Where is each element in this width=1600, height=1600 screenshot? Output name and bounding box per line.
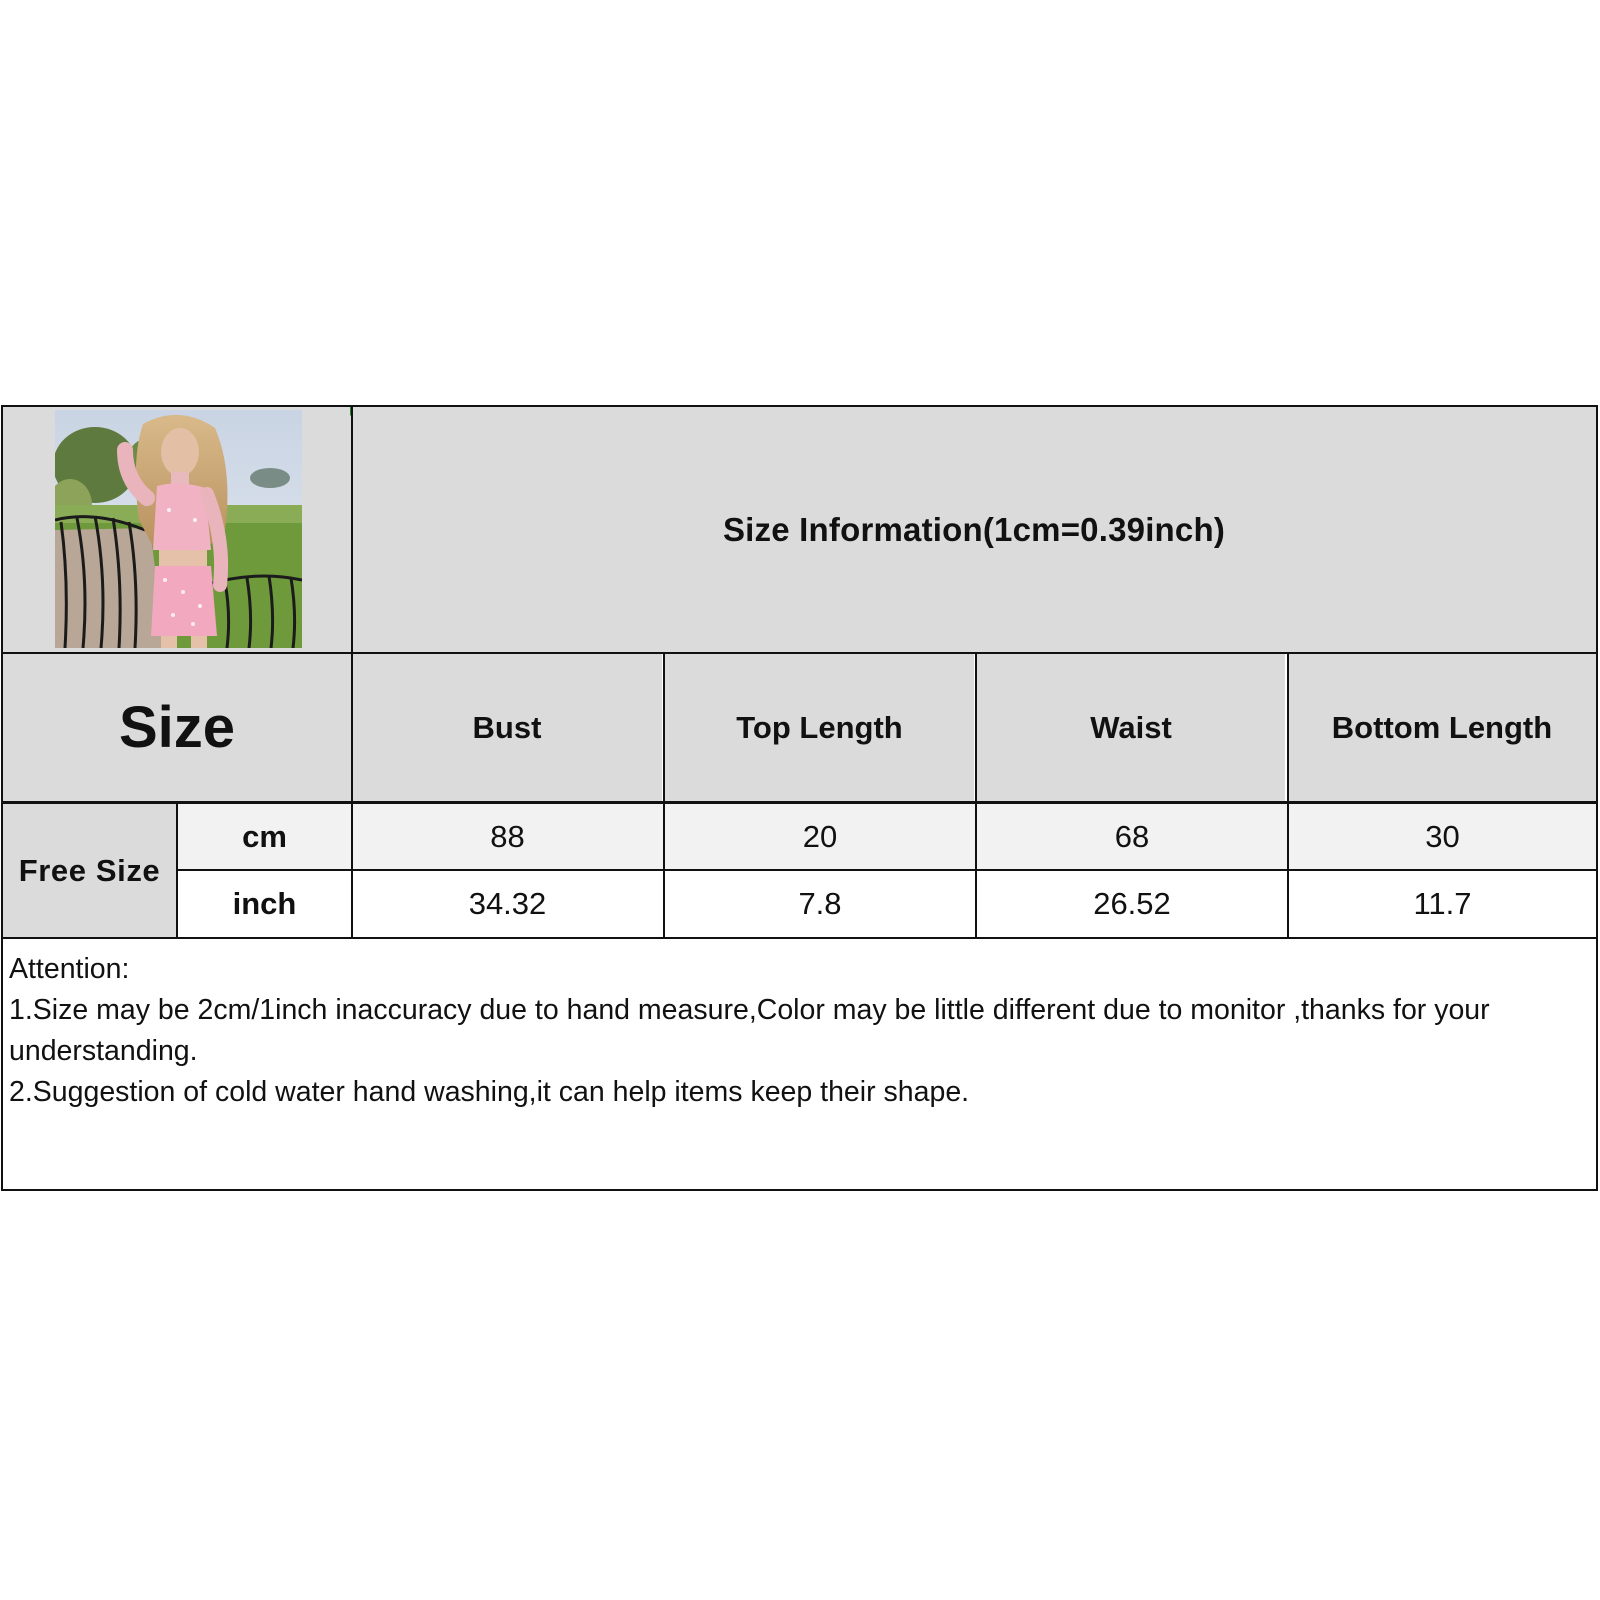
cm-waist-value: 68 bbox=[977, 804, 1287, 869]
attention-notes bbox=[9, 949, 1589, 1113]
inch-waist-value: 26.52 bbox=[977, 871, 1287, 937]
cm-bottom-length-value: 30 bbox=[1289, 804, 1596, 869]
inch-top-length-value: 7.8 bbox=[665, 871, 975, 937]
size-info-title: Size Information(1cm=0.39inch) bbox=[722, 510, 1226, 548]
size-header-label: Size bbox=[118, 695, 236, 760]
inch-bottom-length-value: 11.7 bbox=[1289, 871, 1596, 937]
notes-heading: Attention: bbox=[9, 953, 130, 985]
inch-bust-value: 34.32 bbox=[352, 871, 663, 937]
grid-line bbox=[3, 652, 1596, 654]
cm-bust-value: 88 bbox=[352, 804, 663, 869]
grid-line bbox=[3, 937, 1596, 939]
grid-line bbox=[351, 407, 353, 937]
grid-line bbox=[176, 801, 178, 937]
free-size-label: Free Size bbox=[18, 852, 161, 888]
photo-cell bbox=[3, 407, 351, 652]
cm-top-length-value: 20 bbox=[665, 804, 975, 869]
column-header-bottom-length: Bottom Length bbox=[1288, 654, 1596, 801]
unit-cell-inch: inch bbox=[178, 871, 351, 937]
notes-line-2: 2.Suggestion of cold water hand washing,it can help items keep their shape. bbox=[9, 1076, 970, 1108]
grid-line bbox=[3, 801, 1596, 804]
size-chart bbox=[1, 405, 1598, 1191]
grid-line bbox=[663, 652, 665, 937]
free-size-label-cell bbox=[3, 804, 176, 937]
grid-line bbox=[176, 869, 1596, 871]
grid-line bbox=[1287, 652, 1289, 937]
title-cell bbox=[352, 407, 1596, 652]
column-header-top-length: Top Length bbox=[665, 654, 974, 801]
notes-line-1: 1.Size may be 2cm/1inch inaccuracy due to hand measure,Color may be little different due to monitor ,thanks for your understanding. bbox=[9, 994, 1490, 1067]
column-header-waist: Waist bbox=[977, 654, 1285, 801]
grid-line bbox=[975, 652, 977, 937]
column-header-bust: Bust bbox=[352, 654, 662, 801]
size-header-cell bbox=[3, 654, 351, 801]
product-photo bbox=[55, 410, 302, 648]
unit-cell-cm: cm bbox=[178, 804, 351, 869]
